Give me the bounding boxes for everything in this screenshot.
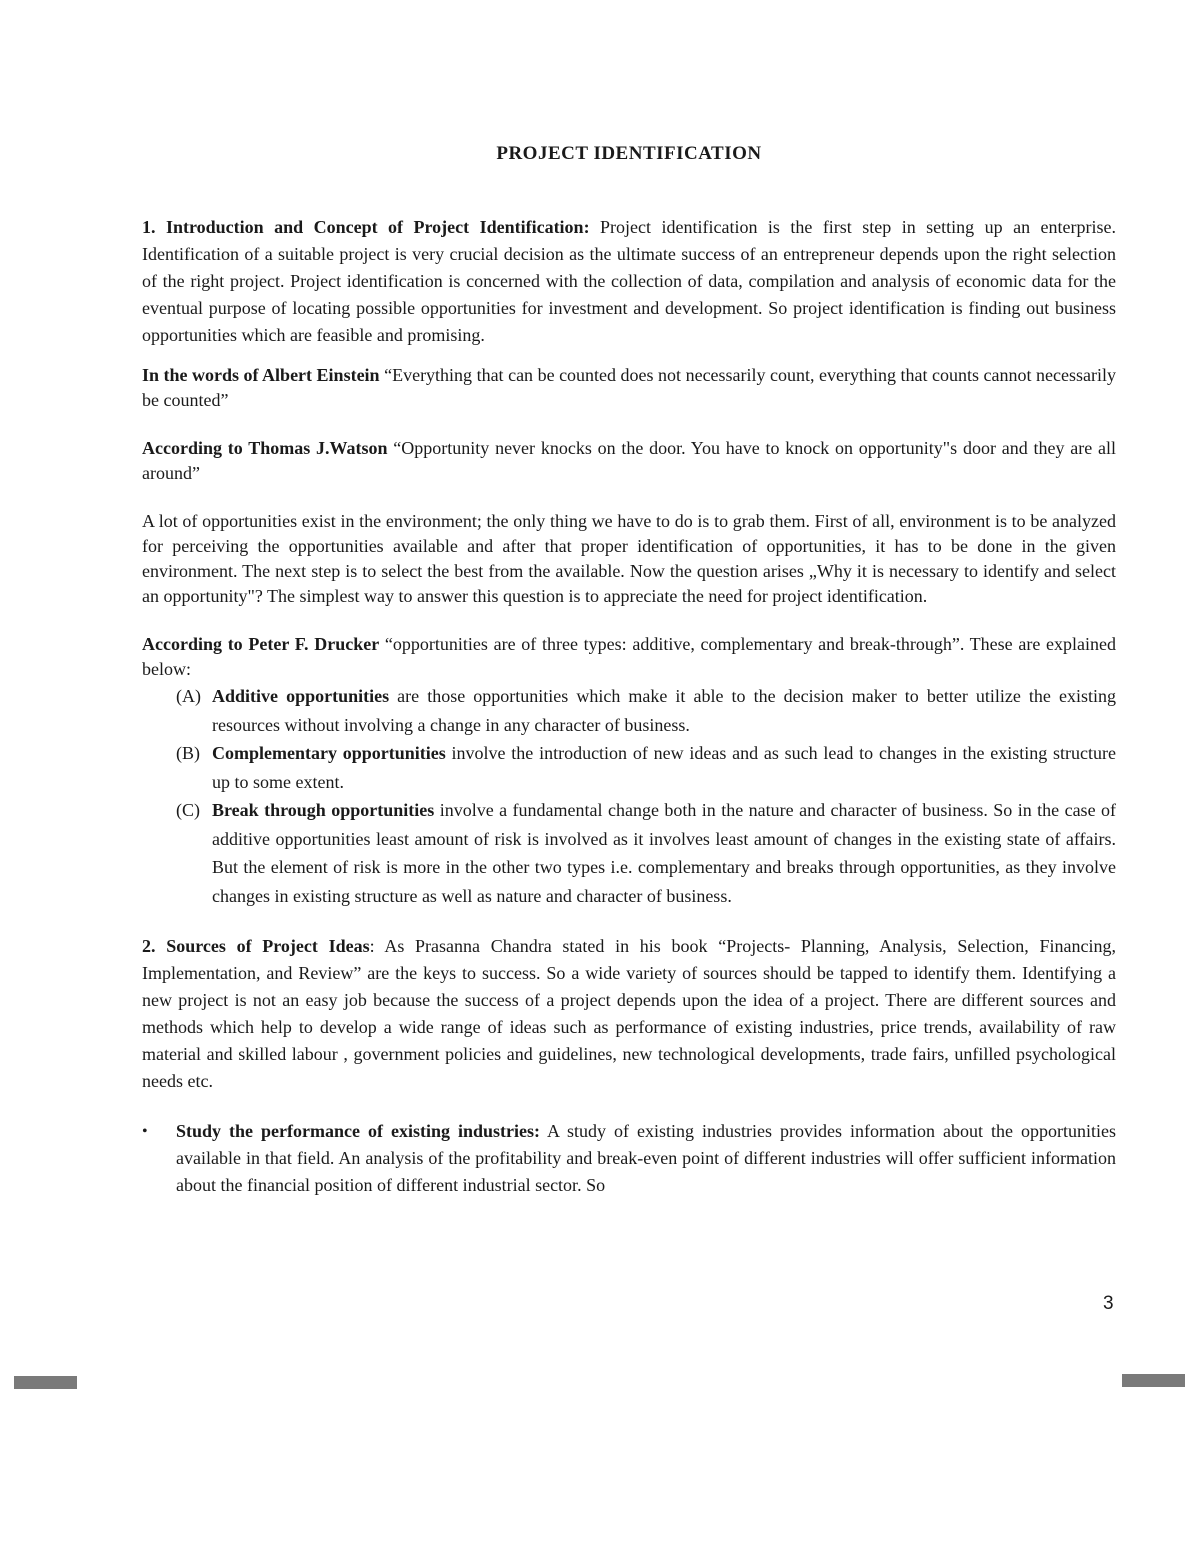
list-term: Study the performance of existing industries: [176, 1121, 541, 1141]
opportunity-types-list [142, 682, 1116, 910]
section-heading: 2. Sources of Project Ideas [142, 936, 370, 956]
list-marker: (C) [176, 800, 200, 820]
page-title: PROJECT IDENTIFICATION [496, 143, 762, 164]
section-body: Project identification is the first step in setting up an enterprise. Identification of a suitable project is very crucial decision as the ultimate success of an entrepreneur depends upon the right selection of the right project. Project identification is concerned with the collection of data, compilation and analysis of economic data for the eventual purpose of locating possible opportunities for investment and development. So project identification is finding out business opportunities which are feasible and promising. [142, 217, 1117, 345]
paragraph-opportunities: A lot of opportunities exist in the environment; the only thing we have to do is to grab them. First of all, environment is to be analyzed for perceiving the opportunities available and after that proper identification of opportunities, it has to be done in the given environment. The next step is to select the best from the available. Now the question arises „Why it is necessary to identify and select an opportunity"? The simplest way to answer this question is to appreciate the need for project identification. [142, 511, 1116, 606]
page-edge-marker-right [1122, 1374, 1185, 1387]
list-marker: (A) [176, 686, 201, 706]
bullet-icon: • [142, 1123, 148, 1140]
quote-lead: In the words of Albert Einstein [142, 365, 380, 385]
quote-text: “Everything that can be counted does not necessarily count, everything that counts cannot necessarily be counted” [142, 365, 1116, 410]
list-item [142, 739, 1116, 796]
list-term: Complementary opportunities [212, 743, 446, 763]
list-marker: (B) [176, 743, 200, 763]
quote-einstein [142, 363, 1116, 413]
quote-lead: According to Peter F. Drucker [142, 634, 380, 654]
quote-text: “Opportunity never knocks on the door. You have to knock on opportunity"s door and they are all around” [142, 438, 1116, 483]
quote-watson [142, 436, 1116, 486]
quote-lead: According to Thomas J.Watson [142, 438, 388, 458]
list-text: involve a fundamental change both in the nature and character of business. So in the case of additive opportunities least amount of risk is involved as it involves least amount of changes in the existing state of affairs. But the element of risk is more in the other two types i.e. complementary and breaks through opportunities, as they involve changes in existing structure as well as nature and character of business. [212, 800, 1116, 906]
quote-drucker [142, 632, 1116, 682]
list-text: are those opportunities which make it able to the decision maker to better utilize the existing resources without involving a change in any character of business. [212, 686, 1116, 735]
list-term: Additive opportunities [212, 686, 390, 706]
document-content [142, 214, 1116, 1199]
list-item [142, 796, 1116, 910]
list-item [142, 1118, 1116, 1199]
sources-bullet-list [142, 1118, 1116, 1199]
list-text: A study of existing industries provides information about the opportunities available in that field. An analysis of the profitability and break-even point of different industries will offer sufficient information about the financial position of different industrial sector. So [176, 1121, 1117, 1195]
section-body: : As Prasanna Chandra stated in his book “Projects- Planning, Analysis, Selection, Financing, Implementation, and Review” are the keys to success. So a wide variety of sources should be tapped to identify them. Identifying a new project is not an easy job because the success of a project depends upon the idea of a project. There are different sources and methods which help to develop a wide range of ideas such as performance of existing industries, price trends, availability of raw material and skilled labour , government policies and guidelines, new technological developments, trade fairs, unfilled psychological needs etc. [142, 936, 1116, 1091]
section-sources [142, 933, 1116, 1095]
page-number: 3 [1103, 1293, 1114, 1314]
quote-text: “opportunities are of three types: additive, complementary and break-through”. These are explained below: [142, 634, 1117, 679]
list-item [142, 682, 1116, 739]
section-heading: 1. Introduction and Concept of Project Identification: [142, 217, 590, 237]
section-introduction [142, 214, 1116, 349]
page-edge-marker-left [14, 1376, 77, 1389]
list-term: Break through opportunities [212, 800, 435, 820]
list-text: involve the introduction of new ideas and as such lead to changes in the existing structure up to some extent. [212, 743, 1116, 792]
